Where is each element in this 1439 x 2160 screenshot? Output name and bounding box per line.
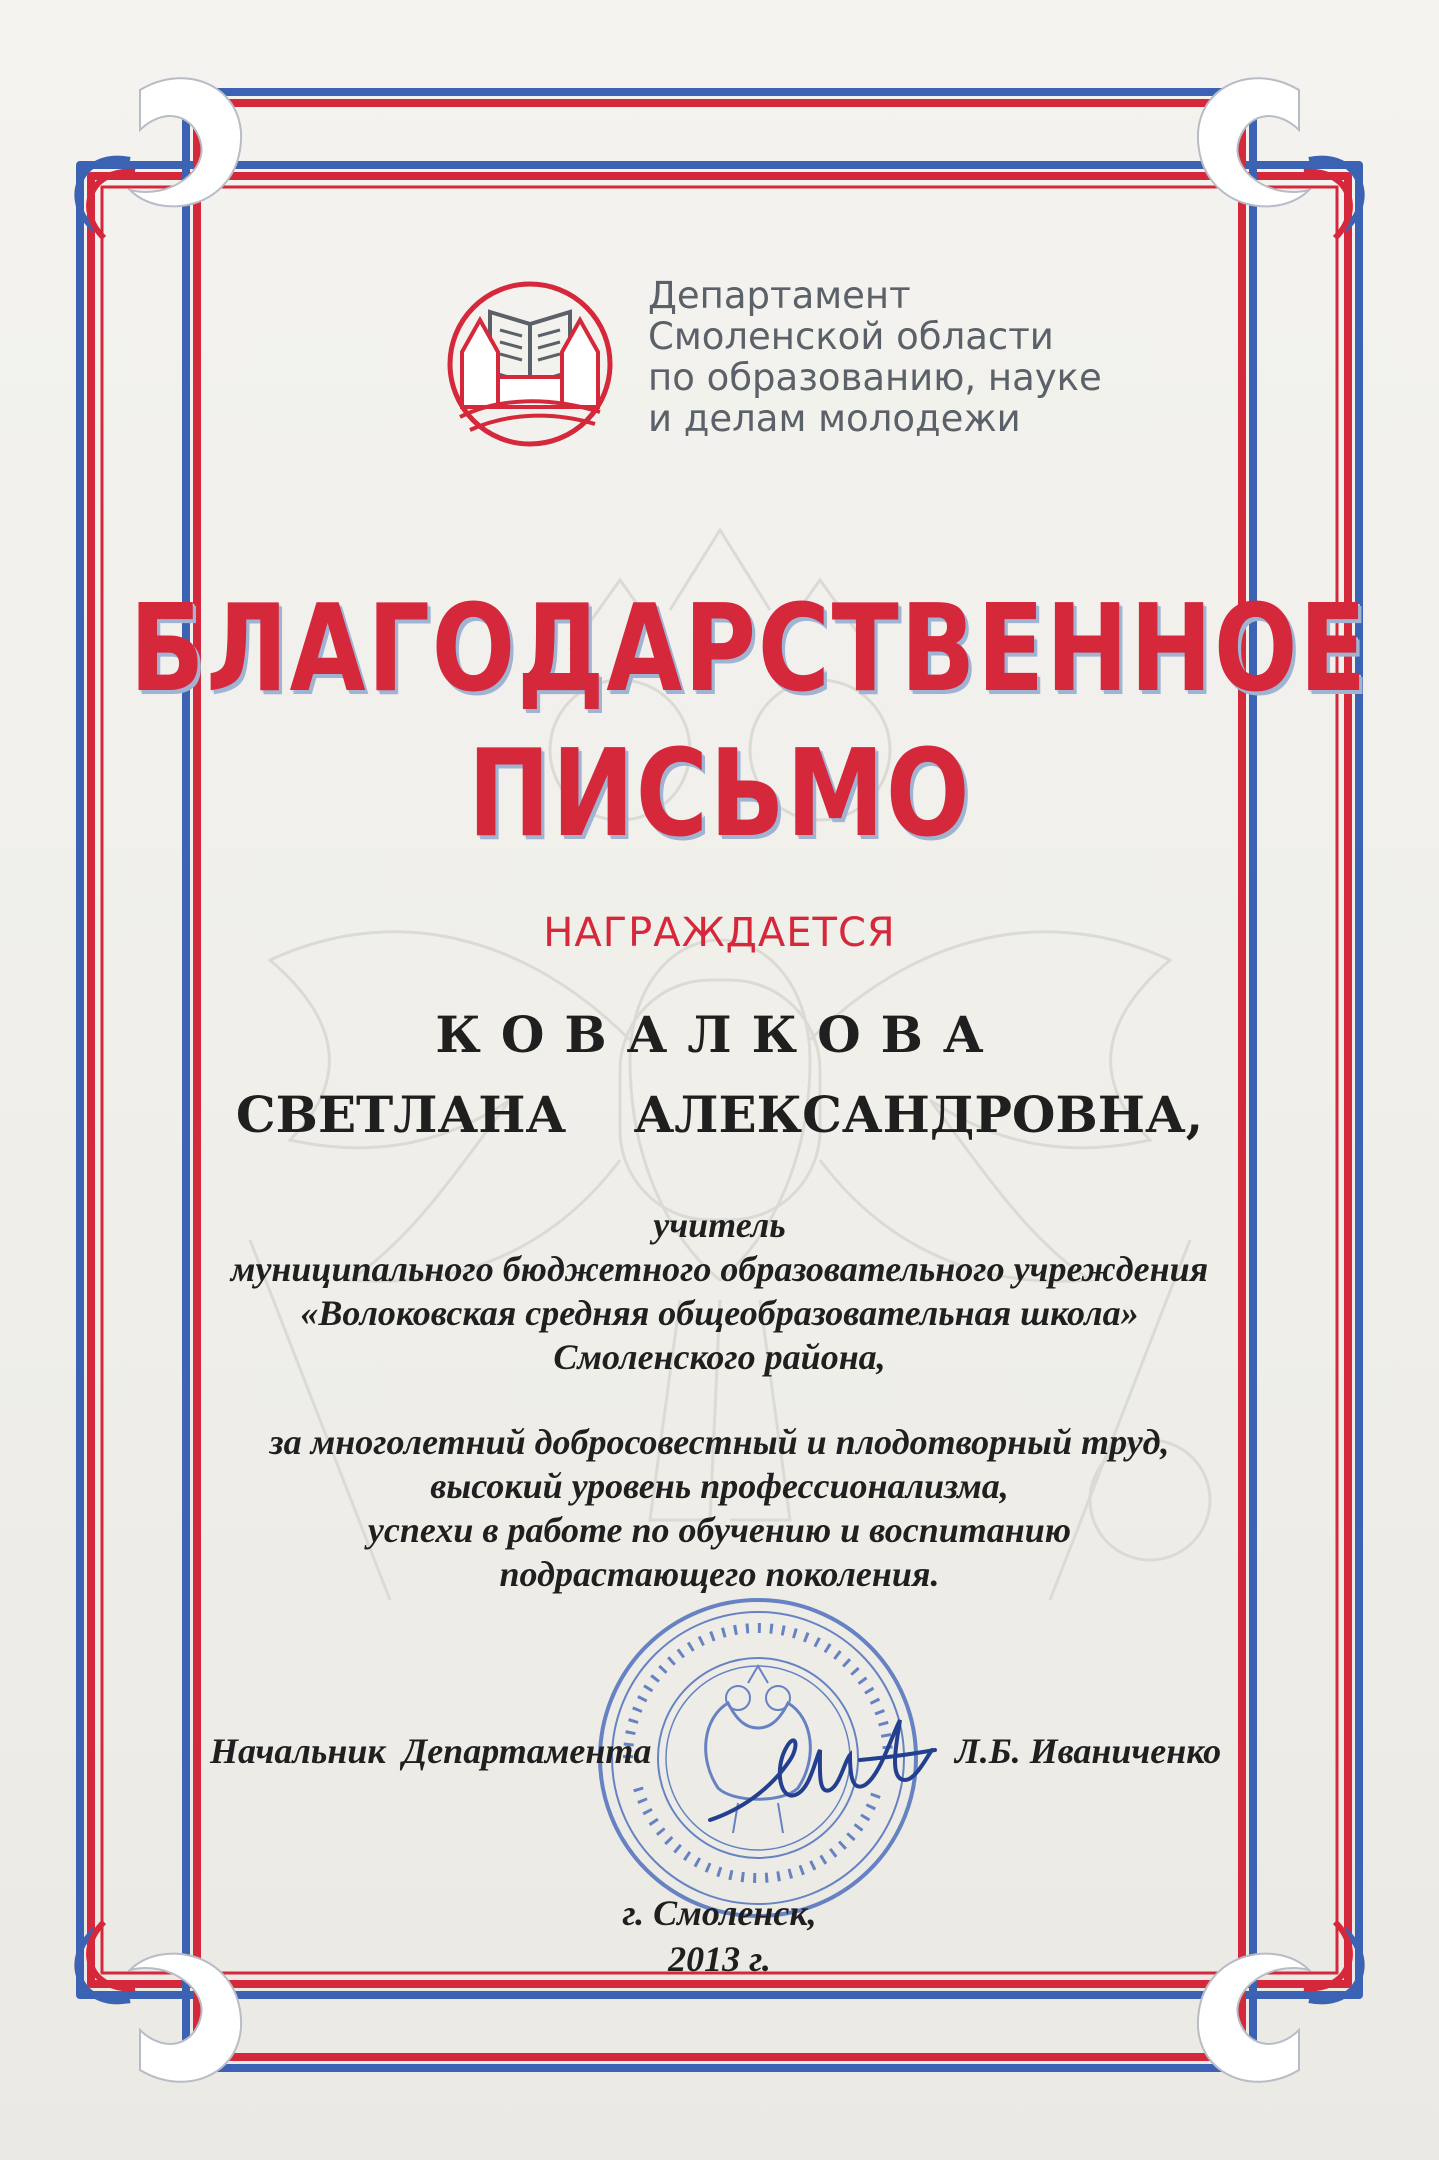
position-line: Смоленского района, (553, 1337, 886, 1377)
position-line: «Волоковская средняя общеобразовательная школа» (300, 1293, 1139, 1333)
organization-line: по образованию, науке (648, 356, 1102, 399)
recipient-given-names: СВЕТЛАНА АЛЕКСАНДРОВНА, (235, 1085, 1204, 1144)
merit-line: за многолетний добросовестный и плодотворный труд, (269, 1422, 1170, 1462)
organization-line: и делам молодежи (648, 397, 1021, 440)
award-label: НАГРАЖДАЕТСЯ (543, 910, 896, 956)
position-line: учитель (653, 1205, 786, 1245)
certificate-title-line1: БЛАГОДАРСТВЕННОЕ (129, 580, 1369, 719)
place: г. Смоленск, (622, 1893, 817, 1933)
year: 2013 г. (668, 1939, 771, 1979)
merit-text (0, 1420, 1439, 1596)
signer-name: Л.Б. Иваниченко (955, 1731, 1222, 1771)
place-and-date (0, 1890, 1439, 1982)
department-logo-icon (440, 272, 620, 452)
organization-name (648, 275, 1108, 439)
signature-row (0, 1730, 1439, 1780)
merit-line: высокий уровень профессионализма, (430, 1466, 1009, 1506)
signer-title: Начальник Департамента (210, 1731, 652, 1771)
organization-line: Смоленской области (648, 315, 1054, 358)
recipient-position (0, 1203, 1439, 1379)
organization-line: Департамент (648, 274, 911, 317)
merit-line: успехи в работе по обучению и воспитанию (367, 1510, 1072, 1550)
recipient-surname: КОВАЛКОВА (435, 1005, 1004, 1064)
merit-line: подрастающего поколения. (499, 1554, 940, 1594)
position-line: муниципального бюджетного образовательного учреждения (230, 1249, 1209, 1289)
certificate-title-line2: ПИСЬМО (467, 725, 972, 864)
